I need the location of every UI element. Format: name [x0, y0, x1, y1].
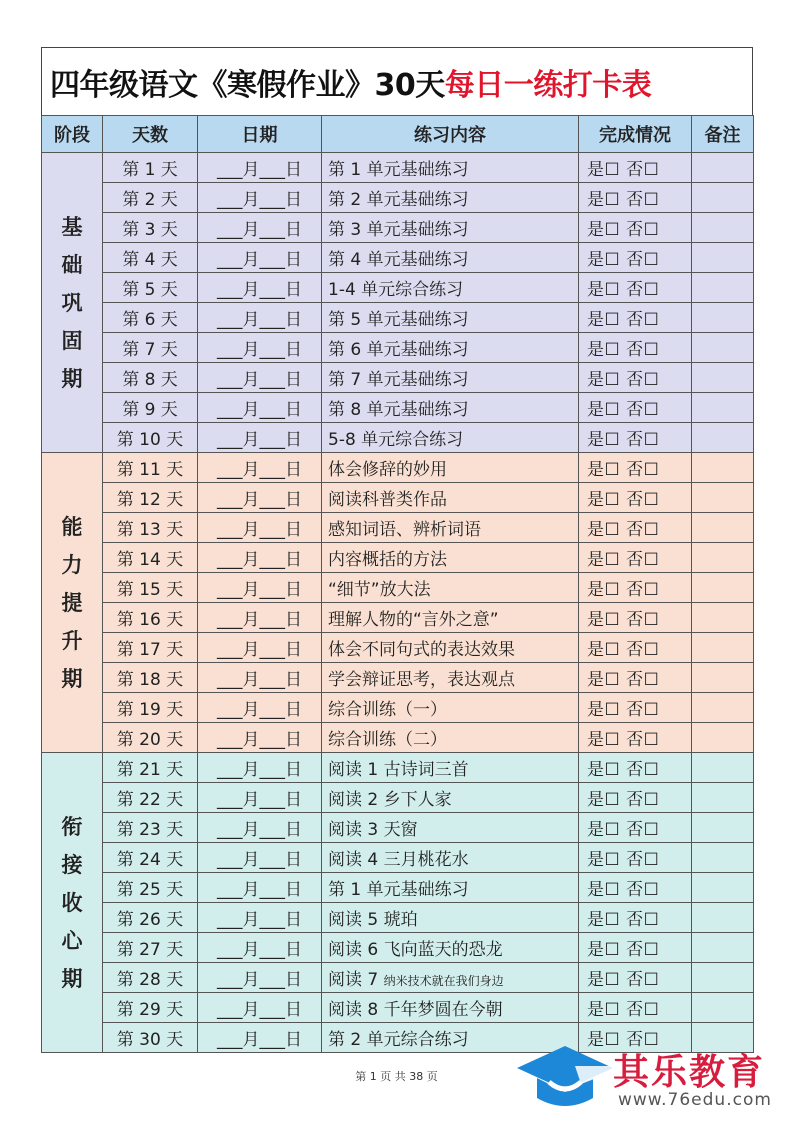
- notes-cell[interactable]: [692, 243, 754, 273]
- status-cell[interactable]: 是☐ 否☐: [579, 213, 692, 243]
- content-cell: 阅读 2 乡下人家: [322, 783, 579, 813]
- status-cell[interactable]: 是☐ 否☐: [579, 843, 692, 873]
- notes-cell[interactable]: [692, 273, 754, 303]
- day-cell: 第 16 天: [103, 603, 198, 633]
- day-cell: 第 11 天: [103, 453, 198, 483]
- date-cell[interactable]: ___月___日: [198, 363, 322, 393]
- date-cell[interactable]: ___月___日: [198, 243, 322, 273]
- notes-cell[interactable]: [692, 933, 754, 963]
- content-cell: 第 7 单元基础练习: [322, 363, 579, 393]
- date-cell[interactable]: ___月___日: [198, 483, 322, 513]
- table-row: [42, 843, 754, 873]
- status-cell[interactable]: 是☐ 否☐: [579, 393, 692, 423]
- table-header-row: [42, 116, 754, 153]
- content-cell: 体会修辞的妙用: [322, 453, 579, 483]
- status-cell[interactable]: 是☐ 否☐: [579, 183, 692, 213]
- date-cell[interactable]: ___月___日: [198, 213, 322, 243]
- content-cell: 学会辩证思考，表达观点: [322, 663, 579, 693]
- day-cell: 第 13 天: [103, 513, 198, 543]
- notes-cell[interactable]: [692, 693, 754, 723]
- status-cell[interactable]: 是☐ 否☐: [579, 303, 692, 333]
- status-cell[interactable]: 是☐ 否☐: [579, 783, 692, 813]
- table-row: [42, 603, 754, 633]
- day-cell: 第 1 天: [103, 153, 198, 183]
- notes-cell[interactable]: [692, 813, 754, 843]
- table-row: [42, 363, 754, 393]
- content-cell: 第 3 单元基础练习: [322, 213, 579, 243]
- day-cell: 第 10 天: [103, 423, 198, 453]
- day-cell: 第 3 天: [103, 213, 198, 243]
- date-cell[interactable]: ___月___日: [198, 933, 322, 963]
- status-cell[interactable]: 是☐ 否☐: [579, 903, 692, 933]
- title-main: 四年级语文《寒假作业》30天: [50, 67, 445, 103]
- day-cell: 第 26 天: [103, 903, 198, 933]
- day-cell: 第 6 天: [103, 303, 198, 333]
- status-cell[interactable]: 是☐ 否☐: [579, 573, 692, 603]
- content-cell: 阅读 8 千年梦圆在今朝: [322, 993, 579, 1023]
- table-row: [42, 333, 754, 363]
- stage-label: 基础巩固期: [61, 214, 83, 391]
- notes-cell[interactable]: [692, 183, 754, 213]
- day-cell: 第 20 天: [103, 723, 198, 753]
- status-cell[interactable]: 是☐ 否☐: [579, 423, 692, 453]
- content-cell: 内容概括的方法: [322, 543, 579, 573]
- status-cell[interactable]: 是☐ 否☐: [579, 543, 692, 573]
- notes-cell[interactable]: [692, 753, 754, 783]
- date-cell[interactable]: ___月___日: [198, 903, 322, 933]
- status-cell[interactable]: 是☐ 否☐: [579, 813, 692, 843]
- date-cell[interactable]: ___月___日: [198, 993, 322, 1023]
- date-cell[interactable]: ___月___日: [198, 573, 322, 603]
- status-cell[interactable]: 是☐ 否☐: [579, 513, 692, 543]
- table-row: [42, 933, 754, 963]
- content-cell: 感知词语、辨析词语: [322, 513, 579, 543]
- notes-cell[interactable]: [692, 903, 754, 933]
- status-cell[interactable]: 是☐ 否☐: [579, 963, 692, 993]
- content-cell: 1-4 单元综合练习: [322, 273, 579, 303]
- table-row: [42, 813, 754, 843]
- table-row: [42, 993, 754, 1023]
- notes-cell[interactable]: [692, 993, 754, 1023]
- date-cell[interactable]: ___月___日: [198, 513, 322, 543]
- content-cell: 第 2 单元综合练习: [322, 1023, 579, 1053]
- content-cell: 第 1 单元基础练习: [322, 873, 579, 903]
- date-cell[interactable]: ___月___日: [198, 273, 322, 303]
- table-row: [42, 753, 754, 783]
- day-cell: 第 21 天: [103, 753, 198, 783]
- date-cell[interactable]: ___月___日: [198, 1023, 322, 1053]
- status-cell[interactable]: 是☐ 否☐: [579, 1023, 692, 1053]
- date-cell[interactable]: ___月___日: [198, 603, 322, 633]
- content-cell: 第 5 单元基础练习: [322, 303, 579, 333]
- status-cell[interactable]: 是☐ 否☐: [579, 243, 692, 273]
- table-row: [42, 873, 754, 903]
- content-cell: 阅读 6 飞向蓝天的恐龙: [322, 933, 579, 963]
- date-cell[interactable]: ___月___日: [198, 963, 322, 993]
- table-row: [42, 453, 754, 483]
- content-text-small: 纳米技术就在我们身边: [383, 974, 504, 988]
- date-cell[interactable]: ___月___日: [198, 633, 322, 663]
- table-row: [42, 213, 754, 243]
- table-row: [42, 693, 754, 723]
- table-row: [42, 963, 754, 993]
- title-highlight: 每日一练打卡表: [444, 67, 652, 103]
- notes-cell[interactable]: [692, 153, 754, 183]
- date-cell[interactable]: ___月___日: [198, 753, 322, 783]
- content-cell: 综合训练（二）: [322, 723, 579, 753]
- table-row: [42, 303, 754, 333]
- table-row: [42, 903, 754, 933]
- notes-cell[interactable]: [692, 843, 754, 873]
- notes-cell[interactable]: [692, 213, 754, 243]
- status-cell[interactable]: 是☐ 否☐: [579, 363, 692, 393]
- stage-cell: [42, 153, 103, 453]
- day-cell: 第 19 天: [103, 693, 198, 723]
- header-date: 日期: [198, 116, 322, 153]
- content-text: 阅读 7: [328, 970, 384, 990]
- date-cell[interactable]: ___月___日: [198, 813, 322, 843]
- header-content: 练习内容: [322, 116, 579, 153]
- date-cell[interactable]: ___月___日: [198, 183, 322, 213]
- date-cell[interactable]: ___月___日: [198, 693, 322, 723]
- notes-cell[interactable]: [692, 543, 754, 573]
- date-cell[interactable]: ___月___日: [198, 453, 322, 483]
- date-cell[interactable]: ___月___日: [198, 543, 322, 573]
- date-cell[interactable]: ___月___日: [198, 663, 322, 693]
- status-cell[interactable]: 是☐ 否☐: [579, 633, 692, 663]
- status-cell[interactable]: 是☐ 否☐: [579, 693, 692, 723]
- day-cell: 第 5 天: [103, 273, 198, 303]
- header-stage: 阶段: [42, 116, 103, 153]
- notes-cell[interactable]: [692, 633, 754, 663]
- date-cell[interactable]: ___月___日: [198, 723, 322, 753]
- day-cell: 第 17 天: [103, 633, 198, 663]
- status-cell[interactable]: 是☐ 否☐: [579, 603, 692, 633]
- status-cell[interactable]: 是☐ 否☐: [579, 993, 692, 1023]
- content-cell: 理解人物的“言外之意”: [322, 603, 579, 633]
- table-row: [42, 543, 754, 573]
- table-row: [42, 243, 754, 273]
- stage-label: 衔接收心期: [61, 814, 83, 991]
- table-body: [42, 153, 754, 1053]
- day-cell: 第 30 天: [103, 1023, 198, 1053]
- day-cell: 第 9 天: [103, 393, 198, 423]
- date-cell[interactable]: ___月___日: [198, 783, 322, 813]
- date-cell[interactable]: ___月___日: [198, 843, 322, 873]
- day-cell: 第 14 天: [103, 543, 198, 573]
- day-cell: 第 29 天: [103, 993, 198, 1023]
- status-cell[interactable]: 是☐ 否☐: [579, 453, 692, 483]
- status-cell[interactable]: 是☐ 否☐: [579, 273, 692, 303]
- content-cell: 阅读 1 古诗词三首: [322, 753, 579, 783]
- date-cell[interactable]: ___月___日: [198, 153, 322, 183]
- notes-cell[interactable]: [692, 303, 754, 333]
- table-row: [42, 273, 754, 303]
- day-cell: 第 2 天: [103, 183, 198, 213]
- table-row: [42, 633, 754, 663]
- day-cell: 第 12 天: [103, 483, 198, 513]
- status-cell[interactable]: 是☐ 否☐: [579, 933, 692, 963]
- day-cell: 第 27 天: [103, 933, 198, 963]
- date-cell[interactable]: ___月___日: [198, 393, 322, 423]
- status-cell[interactable]: 是☐ 否☐: [579, 333, 692, 363]
- status-cell[interactable]: 是☐ 否☐: [579, 153, 692, 183]
- day-cell: 第 25 天: [103, 873, 198, 903]
- table-row: [42, 663, 754, 693]
- table-row: [42, 783, 754, 813]
- day-cell: 第 8 天: [103, 363, 198, 393]
- notes-cell[interactable]: [692, 513, 754, 543]
- day-cell: 第 28 天: [103, 963, 198, 993]
- sheet-title: [41, 47, 753, 115]
- logo-url: www.76edu.com: [618, 1090, 772, 1110]
- graduation-cap-icon: [515, 1040, 615, 1120]
- logo-name: 其乐教育: [613, 1052, 766, 1093]
- content-cell: 第 8 单元基础练习: [322, 393, 579, 423]
- notes-cell[interactable]: [692, 453, 754, 483]
- content-cell: 阅读 3 天窗: [322, 813, 579, 843]
- date-cell[interactable]: ___月___日: [198, 303, 322, 333]
- content-cell: 第 4 单元基础练习: [322, 243, 579, 273]
- table-row: [42, 393, 754, 423]
- status-cell[interactable]: 是☐ 否☐: [579, 873, 692, 903]
- brand-logo: [515, 1040, 790, 1120]
- content-cell: 体会不同句式的表达效果: [322, 633, 579, 663]
- status-cell[interactable]: 是☐ 否☐: [579, 663, 692, 693]
- notes-cell[interactable]: [692, 723, 754, 753]
- notes-cell[interactable]: [692, 393, 754, 423]
- content-cell: 第 1 单元基础练习: [322, 153, 579, 183]
- table-row: [42, 513, 754, 543]
- day-cell: 第 22 天: [103, 783, 198, 813]
- status-cell[interactable]: 是☐ 否☐: [579, 753, 692, 783]
- stage-label: 能力提升期: [61, 514, 83, 691]
- notes-cell[interactable]: [692, 873, 754, 903]
- table-row: [42, 483, 754, 513]
- stage-cell: [42, 753, 103, 1053]
- content-cell: 阅读 4 三月桃花水: [322, 843, 579, 873]
- day-cell: 第 18 天: [103, 663, 198, 693]
- content-cell: 第 6 单元基础练习: [322, 333, 579, 363]
- status-cell[interactable]: 是☐ 否☐: [579, 723, 692, 753]
- content-cell: 阅读科普类作品: [322, 483, 579, 513]
- content-cell: 综合训练（一）: [322, 693, 579, 723]
- status-cell[interactable]: 是☐ 否☐: [579, 483, 692, 513]
- content-cell: “细节”放大法: [322, 573, 579, 603]
- table-row: [42, 573, 754, 603]
- header-day: 天数: [103, 116, 198, 153]
- date-cell[interactable]: ___月___日: [198, 873, 322, 903]
- notes-cell[interactable]: [692, 483, 754, 513]
- table-row: [42, 423, 754, 453]
- stage-cell: [42, 453, 103, 753]
- checkin-sheet: [41, 47, 753, 1053]
- table-row: [42, 153, 754, 183]
- day-cell: 第 24 天: [103, 843, 198, 873]
- schedule-table: [41, 115, 754, 1053]
- day-cell: 第 4 天: [103, 243, 198, 273]
- notes-cell[interactable]: [692, 963, 754, 993]
- day-cell: 第 15 天: [103, 573, 198, 603]
- header-status: 完成情况: [579, 116, 692, 153]
- notes-cell[interactable]: [692, 663, 754, 693]
- date-cell[interactable]: ___月___日: [198, 333, 322, 363]
- content-cell: [322, 963, 579, 993]
- page-footer: 第 1 页 共 38 页: [355, 1070, 438, 1083]
- header-notes: 备注: [692, 116, 754, 153]
- table-row: [42, 183, 754, 213]
- content-cell: 第 2 单元基础练习: [322, 183, 579, 213]
- notes-cell[interactable]: [692, 363, 754, 393]
- day-cell: 第 7 天: [103, 333, 198, 363]
- notes-cell[interactable]: [692, 783, 754, 813]
- notes-cell[interactable]: [692, 333, 754, 363]
- notes-cell[interactable]: [692, 423, 754, 453]
- content-cell: 阅读 5 琥珀: [322, 903, 579, 933]
- table-row: [42, 723, 754, 753]
- notes-cell[interactable]: [692, 603, 754, 633]
- day-cell: 第 23 天: [103, 813, 198, 843]
- notes-cell[interactable]: [692, 573, 754, 603]
- content-cell: 5-8 单元综合练习: [322, 423, 579, 453]
- date-cell[interactable]: ___月___日: [198, 423, 322, 453]
